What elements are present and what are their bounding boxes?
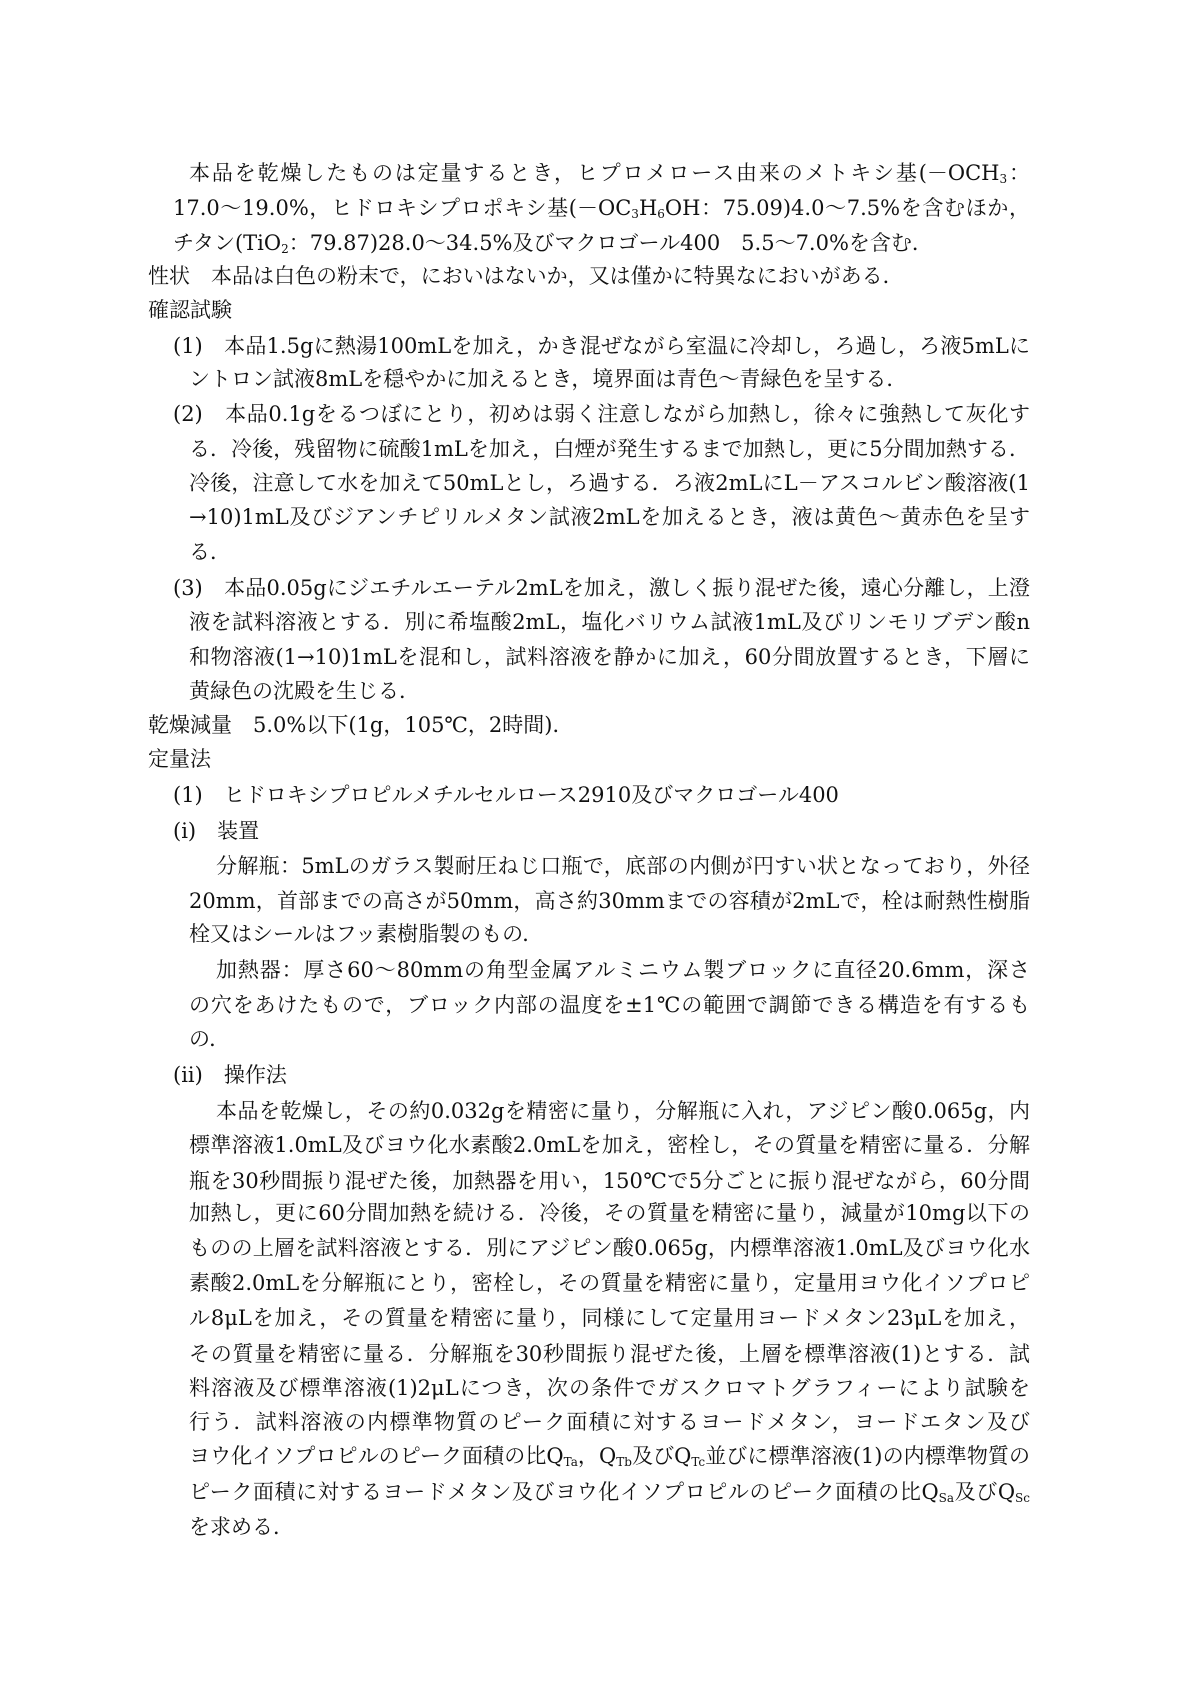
text-line <box>189 434 1030 464</box>
text-segment: 本品を乾燥し，その約0.032gを精密に量り，分解瓶に入れ，アジピン酸0.065g，内 <box>216 1099 1030 1123</box>
section-heading-line <box>148 744 211 774</box>
text-segment: 冷後，注意して水を加えて50mLとし，ろ過する．ろ液2mLにL－アスコルビン酸溶液(1 <box>189 471 1030 495</box>
subscript: 3 <box>999 172 1008 186</box>
text-line <box>189 1441 1030 1471</box>
subscript: Ta <box>563 1455 578 1469</box>
text-line <box>216 851 1030 881</box>
text-line <box>189 468 1030 498</box>
subscript: 6 <box>657 207 665 221</box>
text-segment: る．冷後，残留物に硫酸1mLを加え，白煙が発生するまで加熱し，更に5分間加熱する． <box>189 437 1030 461</box>
text-segment: OH：75.09)4.0～7.5%を含むほか， <box>664 196 1030 220</box>
text-line <box>189 1407 1030 1437</box>
text-line <box>173 399 1030 429</box>
text-segment: ピーク面積に対するヨードメタン及びヨウ化イソプロピルのピーク面積の比Q <box>189 1480 939 1504</box>
text-segment: (ii) 操作法 <box>173 1063 287 1087</box>
text-line <box>216 1096 1030 1126</box>
text-segment: 定量法 <box>148 747 211 771</box>
subscript: Tb <box>616 1455 632 1469</box>
text-line <box>189 364 907 394</box>
text-segment: 及びQ <box>954 1480 1016 1504</box>
text-line <box>189 1198 1030 1228</box>
text-segment: →10)1mL及びジアンチピリルメタン試液2mLを加えるとき，液は黄色～黄赤色を呈す <box>189 505 1030 529</box>
text-line <box>189 1130 1030 1160</box>
section-heading-line <box>148 710 573 740</box>
text-segment: 17.0～19.0%，ヒドロキシプロポキシ基(－OC <box>173 196 632 220</box>
text-segment: ものの上層を試料溶液とする．別にアジピン酸0.065g，内標準溶液1.0mL及びヨウ化水 <box>189 1236 1030 1260</box>
text-segment: 20mm，首部までの高さが50mm，高さ約30mmまでの容積が2mLで，栓は耐熱性樹脂 <box>189 889 1030 913</box>
text-line <box>189 1339 1030 1369</box>
text-segment: (3) 本品0.05gにジエチルエーテル2mLを加え，激しく振り混ぜた後，遠心分離し，上澄 <box>173 576 1030 600</box>
subscript: Tc <box>691 1455 706 1469</box>
text-line <box>189 1373 1030 1403</box>
text-segment: 加熱器：厚さ60～80mmの角型金属アルミニウム製ブロックに直径20.6mm，深さ <box>216 958 1030 982</box>
text-line <box>173 1060 287 1090</box>
text-segment: 瓶を30秒間振り混ぜた後，加熱器を用い，150℃で5分ごとに振り混ぜながら，60分間 <box>189 1169 1030 1193</box>
text-segment: 加熱し，更に60分間加熱を続ける．冷後，その質量を精密に量り，減量が10mg以下の <box>189 1201 1030 1225</box>
text-line <box>189 158 1030 188</box>
text-line <box>173 780 839 810</box>
text-segment: (1) ヒドロキシプロピルメチルセルロース2910及びマクロゴール400 <box>173 783 839 807</box>
text-segment: ： <box>1007 161 1030 185</box>
text-line <box>173 193 1030 223</box>
section-heading-line <box>148 295 232 325</box>
text-line <box>189 1233 1030 1263</box>
text-segment: 性状 本品は白色の粉末で，においはないか，又は僅かに特異なにおいがある． <box>148 264 904 288</box>
text-segment: 並びに標準溶液(1)の内標準物質の <box>705 1444 1030 1468</box>
text-segment: 素酸2.0mLを分解瓶にとり，密栓し，その質量を精密に量り，定量用ヨウ化イソプロピ <box>189 1271 1030 1295</box>
text-segment: (2) 本品0.1gをるつぼにとり，初めは弱く注意しながら加熱し，徐々に強熱して灰化す <box>173 402 1030 426</box>
text-line <box>173 228 933 258</box>
text-line <box>216 955 1030 985</box>
text-segment: 分解瓶：5mLのガラス製耐圧ねじ口瓶で，底部の内側が円すい状となっており，外径 <box>216 854 1030 878</box>
text-segment: 料溶液及び標準溶液(1)2μLにつき，次の条件でガスクロマトグラフィーにより試験を <box>189 1376 1030 1400</box>
text-line <box>189 1512 294 1542</box>
subscript: Sa <box>938 1491 955 1505</box>
text-segment: ル8μLを加え，その質量を精密に量り，同様にして定量用ヨードメタン23μLを加え， <box>189 1306 1030 1330</box>
subscript: Sc <box>1015 1491 1030 1505</box>
subscript: 3 <box>631 207 639 221</box>
text-segment: チタン(TiO <box>173 231 282 255</box>
text-line <box>189 990 1030 1020</box>
text-segment: (1) 本品1.5gに熱湯100mLを加え，かき混ぜながら室温に冷却し，ろ過し，ろ液5mLに <box>173 334 1030 358</box>
text-segment: 乾燥減量 5.0%以下(1g，105℃，2時間)． <box>148 713 574 737</box>
text-segment: 液を試料溶液とする．別に希塩酸2mL，塩化バリウム試液1mL及びリンモリブデン酸n <box>189 610 1030 634</box>
text-segment: ントロン試液8mLを穏やかに加えるとき，境界面は青色～青緑色を呈する． <box>189 367 908 391</box>
text-segment: 本品を乾燥したものは定量するとき，ヒプロメロース由来のメトキシ基(－OCH <box>189 161 1000 185</box>
text-segment: H <box>638 196 658 220</box>
text-segment: ，Q <box>577 1444 617 1468</box>
text-segment: その質量を精密に量る．分解瓶を30秒間振り混ぜた後，上層を標準溶液(1)とする．試 <box>189 1342 1030 1366</box>
text-line <box>189 642 1030 672</box>
text-segment: 和物溶液(1→10)1mLを混和し，試料溶液を静かに加え，60分間放置するとき，下層に <box>189 645 1030 669</box>
section-heading-line <box>148 261 904 291</box>
text-line <box>189 1303 1030 1333</box>
text-segment: 黄緑色の沈殿を生じる． <box>189 679 420 703</box>
text-line <box>189 502 1030 532</box>
text-line <box>189 1024 230 1054</box>
text-segment: (i) 装置 <box>173 819 260 843</box>
text-line <box>189 607 1030 637</box>
text-segment: 及びQ <box>631 1444 692 1468</box>
text-line <box>189 1268 1030 1298</box>
text-segment: 行う．試料溶液の内標準物質のピーク面積に対するヨードメタン，ヨードエタン及び <box>189 1410 1030 1434</box>
text-line <box>189 1166 1030 1196</box>
text-segment: ヨウ化イソプロピルのピーク面積の比Q <box>189 1444 564 1468</box>
text-segment: ：79.87)28.0～34.5%及びマクロゴール400 5.5～7.0%を含む． <box>288 231 933 255</box>
text-segment: の穴をあけたもので，ブロック内部の温度を±1℃の範囲で調節できる構造を有するも <box>189 993 1030 1017</box>
text-segment: 標準溶液1.0mL及びヨウ化水素酸2.0mLを加え，密栓し，その質量を精密に量る．分解 <box>189 1133 1030 1157</box>
subscript: 2 <box>281 242 289 256</box>
text-line <box>173 331 1030 361</box>
text-line <box>189 919 543 949</box>
text-line <box>189 537 231 567</box>
text-line <box>189 676 420 706</box>
text-line <box>173 573 1030 603</box>
text-line <box>189 1477 1030 1507</box>
text-segment: の． <box>189 1027 231 1051</box>
text-line <box>189 886 1030 916</box>
text-segment: 確認試験 <box>148 298 232 322</box>
text-segment: を求める． <box>189 1515 294 1539</box>
text-segment: 栓又はシールはフッ素樹脂製のもの． <box>189 922 544 946</box>
text-line <box>173 816 259 846</box>
text-segment: る． <box>189 540 231 564</box>
